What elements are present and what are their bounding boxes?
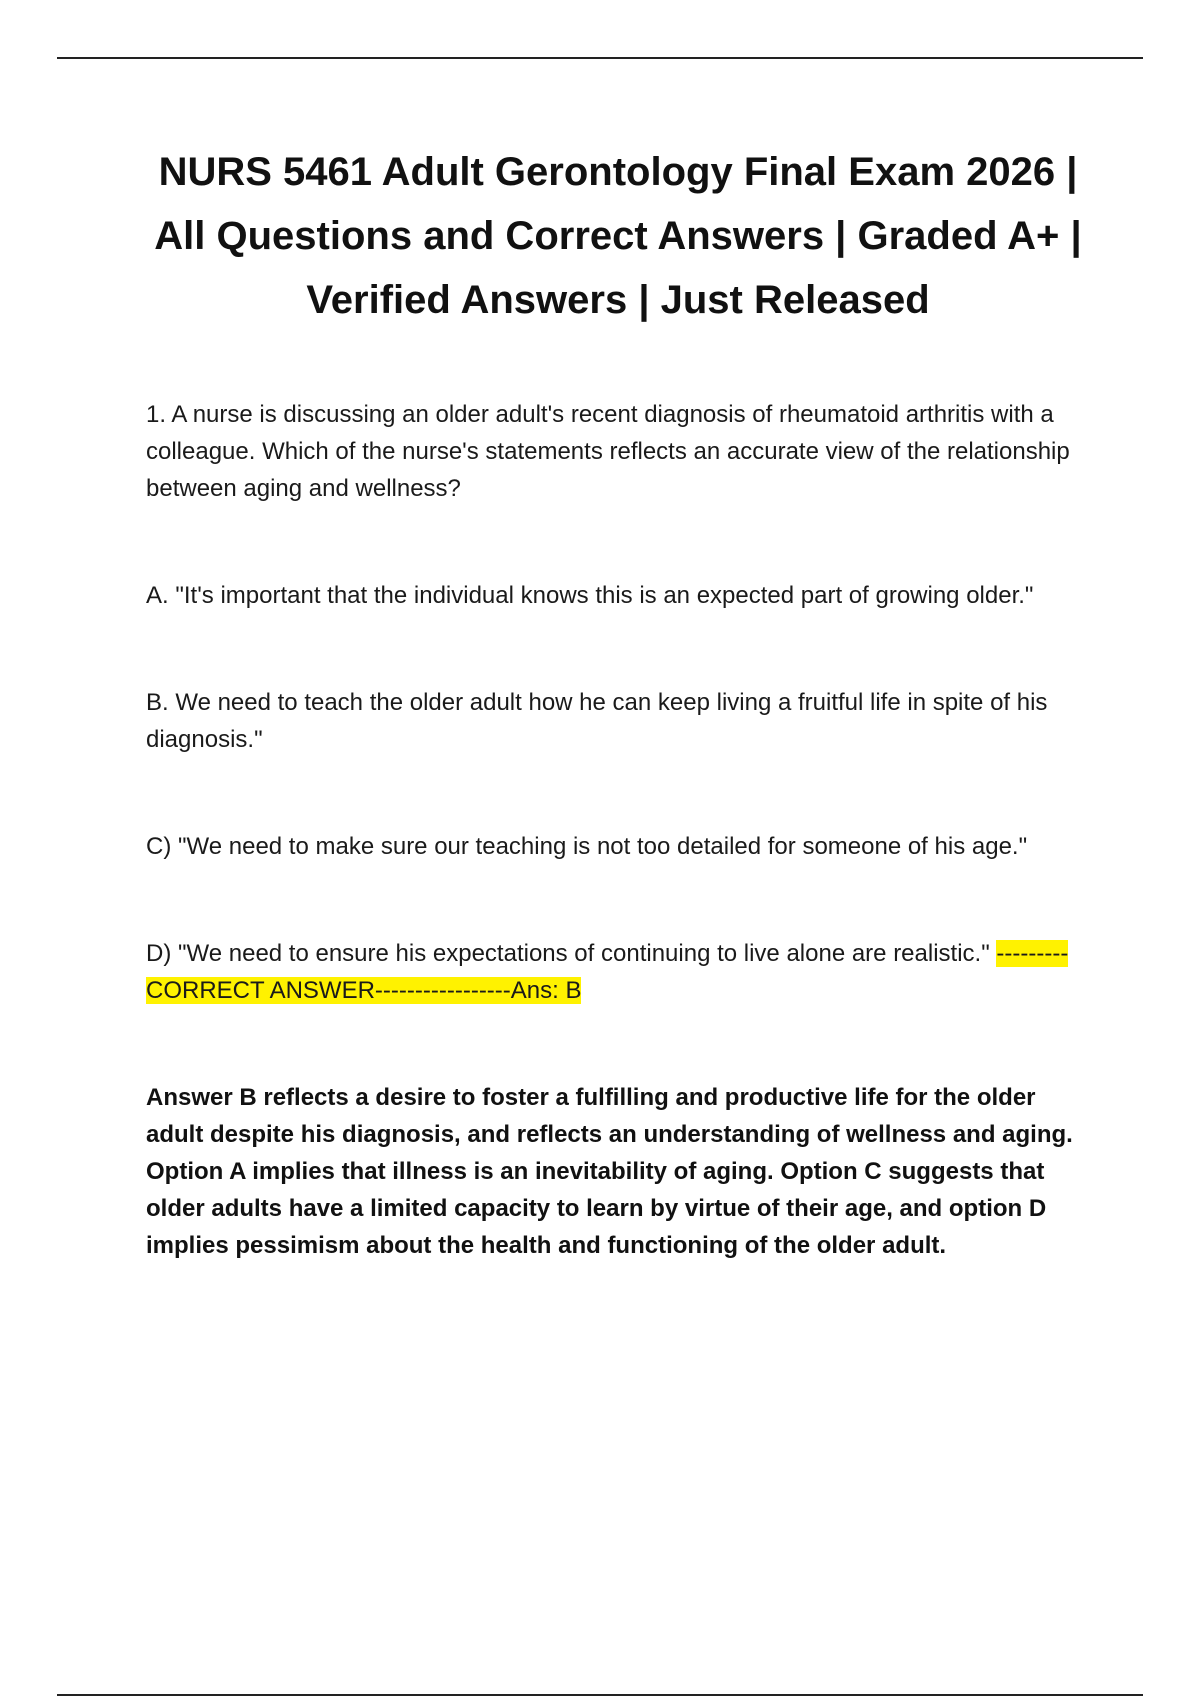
top-rule [57, 57, 1143, 59]
document-title: NURS 5461 Adult Gerontology Final Exam 2026 | All Questions and Correct Answers | Graded A+ | Verified Answers | Just Released [154, 150, 1082, 322]
answer-rationale: Answer B reflects a desire to foster a fulfilling and productive life for the older adult despite his diagnosis, and reflects an understanding of wellness and aging. Option A implies that illness is an inevitability of aging. Option C suggests that older adults have a limited capacity to learn by virtue of their age, and option D implies pessimism about the health and functioning of the older adult. [146, 1084, 1073, 1259]
option-c: C) "We need to make sure our teaching is not too detailed for someone of his age." [146, 833, 1028, 860]
bottom-rule [57, 1694, 1143, 1696]
option-b: B. We need to teach the older adult how he can keep living a fruitful life in spite of his diagnosis." [146, 689, 1048, 753]
correct-answer-marker: ---------CORRECT ANSWER-----------------Ans: B [146, 940, 1069, 1004]
document-body [146, 140, 1090, 1264]
option-a: A. "It's important that the individual knows this is an expected part of growing older." [146, 582, 1034, 609]
question-stem: 1. A nurse is discussing an older adult's recent diagnosis of rheumatoid arthritis with a colleague. Which of the nurse's statements reflects an accurate view of the relationship between aging and wellness? [146, 401, 1070, 502]
option-d-text: D) "We need to ensure his expectations of continuing to live alone are realistic." [146, 940, 990, 967]
option-d [146, 935, 1090, 1009]
